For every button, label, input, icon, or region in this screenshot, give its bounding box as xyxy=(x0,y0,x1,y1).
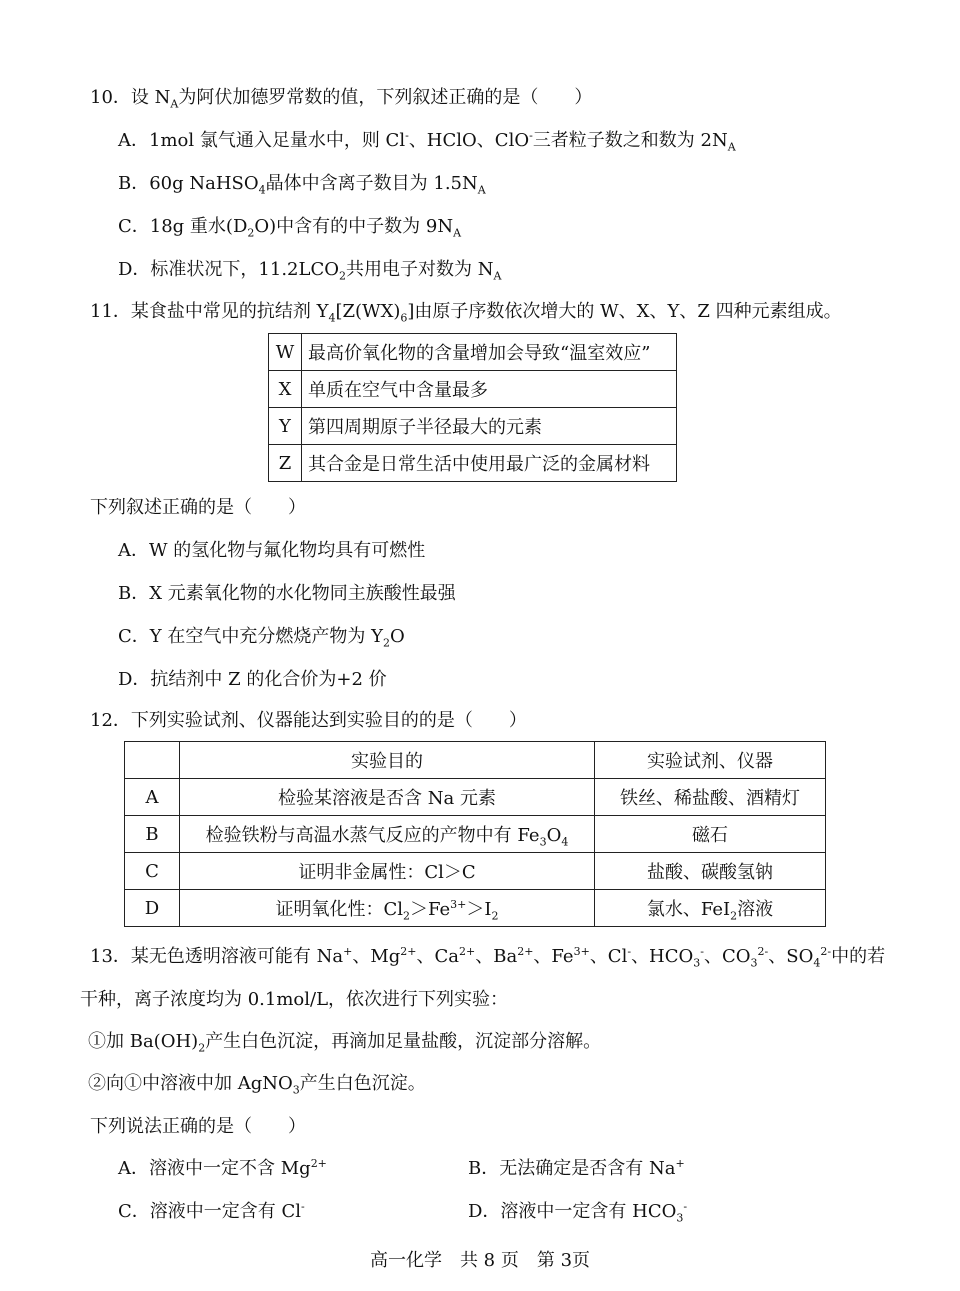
q13-prompt: 下列说法正确的是（ ） xyxy=(90,1116,306,1137)
q11-option-d: D．抗结剂中 Z 的化合价为+2 价 xyxy=(118,669,387,690)
table-row: C 证明非金属性：Cl＞C 盐酸、碳酸氢钠 xyxy=(125,853,826,890)
q10-option-a: A．1mol 氯气通入足量水中，则 Cl-、HClO、ClO-三者粒子数之和数为 $2N_A$ xyxy=(118,129,736,154)
q11-option-a: A．W 的氢化物与氟化物均具有可燃性 xyxy=(118,540,426,561)
q13-option-d: D．溶液中一定含有 $HCO_3^-$ xyxy=(468,1200,688,1225)
experiment-table xyxy=(124,741,826,927)
q10-option-c: C．18g 重水$(D_2O)$中含有的中子数为 $9N_A$ xyxy=(118,216,462,240)
q11-option-c: C．Y 在空气中充分燃烧产物为 $Y_2O$ xyxy=(118,626,405,650)
question-11-stem: 11．某食盐中常见的抗结剂 $Y_4[Z(WX)_6]$由原子序数依次增大的 W、X、Y、Z 四种元素组成。 xyxy=(90,301,842,325)
table-row: B 检验铁粉与高温水蒸气反应的产物中有 $Fe_3O_4$ 磁石 xyxy=(125,816,826,853)
q13-step-2: ②向①中溶液中加 AgNO$_3$产生白色沉淀。 xyxy=(88,1073,426,1097)
table-row: Y 第四周期原子半径最大的元素 xyxy=(269,408,677,445)
page-footer: 高一化学 共 8 页 第 3页 xyxy=(369,1250,591,1271)
q11-prompt: 下列叙述正确的是（ ） xyxy=(90,497,306,518)
element-table xyxy=(268,333,677,482)
question-10-stem: 10．设 $N_A$为阿伏加德罗常数的值，下列叙述正确的是（ ） xyxy=(90,87,593,111)
q13-option-c: C．溶液中一定含有 Cl- xyxy=(118,1200,305,1222)
table-header-row: 实验目的 实验试剂、仪器 xyxy=(125,742,826,779)
table-row: W 最高价氧化物的含量增加会导致“温室效应” xyxy=(269,334,677,371)
q13-stem-line2: 干种，离子浓度均为 0.1mol/L，依次进行下列实验： xyxy=(80,989,509,1010)
table-row: X 单质在空气中含量最多 xyxy=(269,371,677,408)
q13-option-b: B．无法确定是否含有 Na+ xyxy=(468,1157,685,1179)
table-row: A 检验某溶液是否含 Na 元素 铁丝、稀盐酸、酒精灯 xyxy=(125,779,826,816)
table-row: Z 其合金是日常生活中使用最广泛的金属材料 xyxy=(269,445,677,482)
q13-step-1: ①加 $Ba(OH)_2$产生白色沉淀，再滴加足量盐酸，沉淀部分溶解。 xyxy=(88,1031,602,1055)
q10-option-b: B．60g NaHSO$_4$晶体中含离子数目为 $1.5N_A$ xyxy=(118,173,486,197)
question-13-stem: 13．某无色透明溶液可能有 Na+、$Mg^{2+}$、$Ca^{2+}$、$Ba^{2+}$、$Fe^{3+}$、Cl-、$HCO_3^-$、$CO_3^{2-}$、$SO_4^{2-}$中的若 xyxy=(90,945,886,970)
table-row: D 证明氧化性：$Cl_2>Fe^{3+}>I_2$ 氯水、FeI$_2$溶液 xyxy=(125,890,826,927)
q11-option-b: B．X 元素氧化物的水化物同主族酸性最强 xyxy=(118,583,456,604)
question-12-stem: 12．下列实验试剂、仪器能达到实验目的的是（ ） xyxy=(90,710,527,731)
q13-option-a: A．溶液中一定不含 $Mg^{2+}$ xyxy=(118,1157,327,1179)
q10-option-d: D．标准状况下，$11.2LCO_2$共用电子对数为 $N_A$ xyxy=(118,259,502,283)
